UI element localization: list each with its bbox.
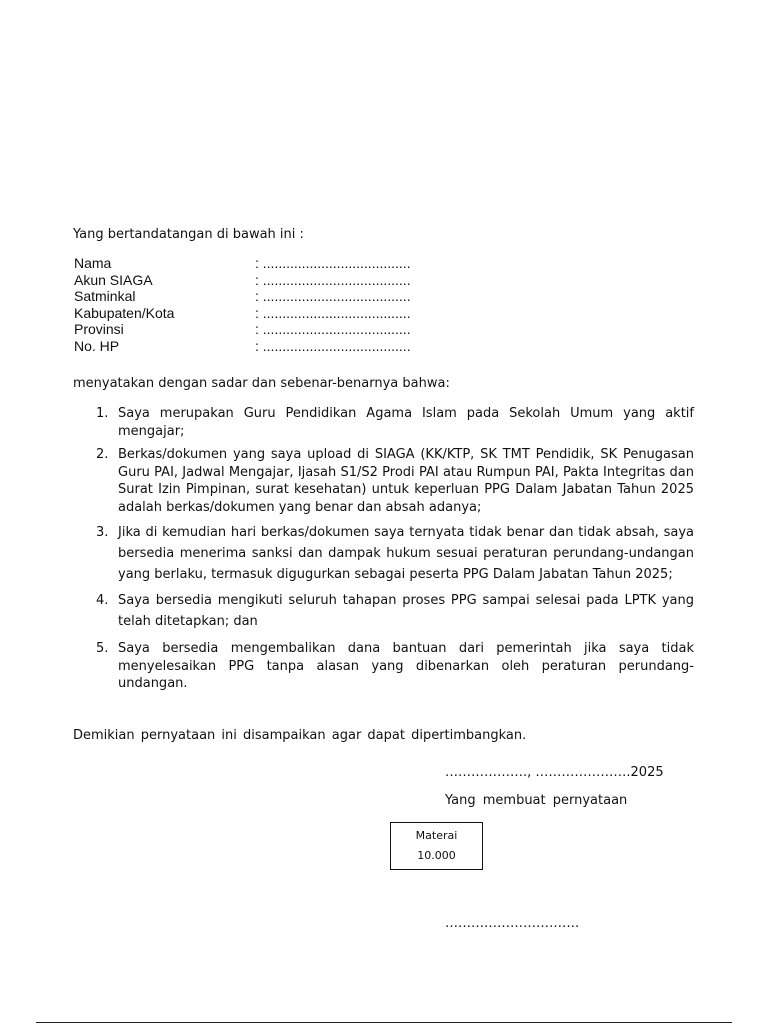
statement-point bbox=[96, 405, 694, 440]
field-label: Provinsi bbox=[74, 321, 124, 338]
field-label: Kabupaten/Kota bbox=[74, 304, 175, 321]
field-label: Satminkal bbox=[74, 288, 136, 305]
identity-row-akun-siaga bbox=[74, 272, 434, 289]
statement-point bbox=[96, 590, 694, 632]
field-value: : ...................................... bbox=[255, 304, 411, 321]
field-value: : ...................................... bbox=[255, 255, 411, 271]
bottom-divider bbox=[36, 1022, 732, 1023]
point-text: Saya bersedia mengikuti seluruh tahapan proses PPG sampai selesai pada LPTK yang telah ditetapkan; dan bbox=[118, 593, 694, 629]
point-text: Saya bersedia mengembalikan dana bantuan dari pemerintah jika saya tidak menyelesaikan PPG tanpa alasan yang dibenarkan oleh peraturan perundang-undangan. bbox=[118, 641, 694, 691]
field-value: : ...................................... bbox=[255, 271, 411, 288]
stamp-duty-box bbox=[390, 822, 483, 870]
identity-row-no-hp bbox=[74, 338, 434, 355]
identity-row-provinsi bbox=[74, 321, 434, 338]
signature-line: …………………………. bbox=[445, 916, 580, 931]
field-label: Nama bbox=[74, 255, 112, 271]
field-label: No. HP bbox=[74, 337, 120, 354]
identity-row-kabupaten-kota bbox=[74, 305, 434, 322]
point-number: 1. bbox=[96, 406, 109, 421]
point-number: 3. bbox=[96, 525, 109, 540]
field-value: : ...................................... bbox=[255, 288, 411, 305]
identity-fields-table bbox=[74, 255, 434, 355]
point-text: Berkas/dokumen yang saya upload di SIAGA (KK/KTP, SK TMT Pendidik, SK Penugasan Guru PAI, Jadwal Mengajar, Ijasah S1/S2 Prodi PAI atau Rumpun PAI, Pakta Integritas dan Surat Izin Pimpinan, surat kesehatan) untuk keperluan PPG Dalam Jabatan Tahun 2025 adalah berkas/dokumen yang benar dan absah adanya; bbox=[118, 447, 694, 515]
point-number: 2. bbox=[96, 447, 109, 462]
stamp-label: Materai bbox=[415, 829, 458, 842]
point-number: 5. bbox=[96, 641, 109, 656]
statement-point bbox=[96, 522, 694, 585]
signer-label: Yang membuat pernyataan bbox=[445, 793, 628, 808]
point-number: 4. bbox=[96, 593, 109, 608]
place-date-line: ………………., ………………….2025 bbox=[445, 765, 664, 780]
stamp-value: 10.000 bbox=[417, 849, 456, 862]
field-value: : ...................................... bbox=[255, 321, 411, 338]
point-text: Saya merupakan Guru Pendidikan Agama Islam pada Sekolah Umum yang aktif mengajar; bbox=[118, 406, 694, 439]
field-label: Akun SIAGA bbox=[74, 271, 153, 288]
statement-point bbox=[96, 446, 694, 516]
identity-row-nama bbox=[74, 255, 434, 272]
identity-row-satminkal bbox=[74, 288, 434, 305]
intro-text: Yang bertandatangan di bawah ini : bbox=[73, 227, 304, 242]
statement-points-list bbox=[96, 405, 694, 693]
statement-point bbox=[96, 640, 694, 693]
field-value: : ...................................... bbox=[255, 337, 411, 354]
point-text: Jika di kemudian hari berkas/dokumen saya ternyata tidak benar dan tidak absah, saya bersedia menerima sanksi dan dampak hukum sesuai peraturan perundang-undangan yang berlaku, termasuk digugurkan sebagai peserta PPG Dalam Jabatan Tahun 2025; bbox=[118, 525, 694, 582]
closing-text: Demikian pernyataan ini disampaikan agar dapat dipertimbangkan. bbox=[73, 728, 527, 743]
statement-text: menyatakan dengan sadar dan sebenar-benarnya bahwa: bbox=[73, 376, 450, 391]
